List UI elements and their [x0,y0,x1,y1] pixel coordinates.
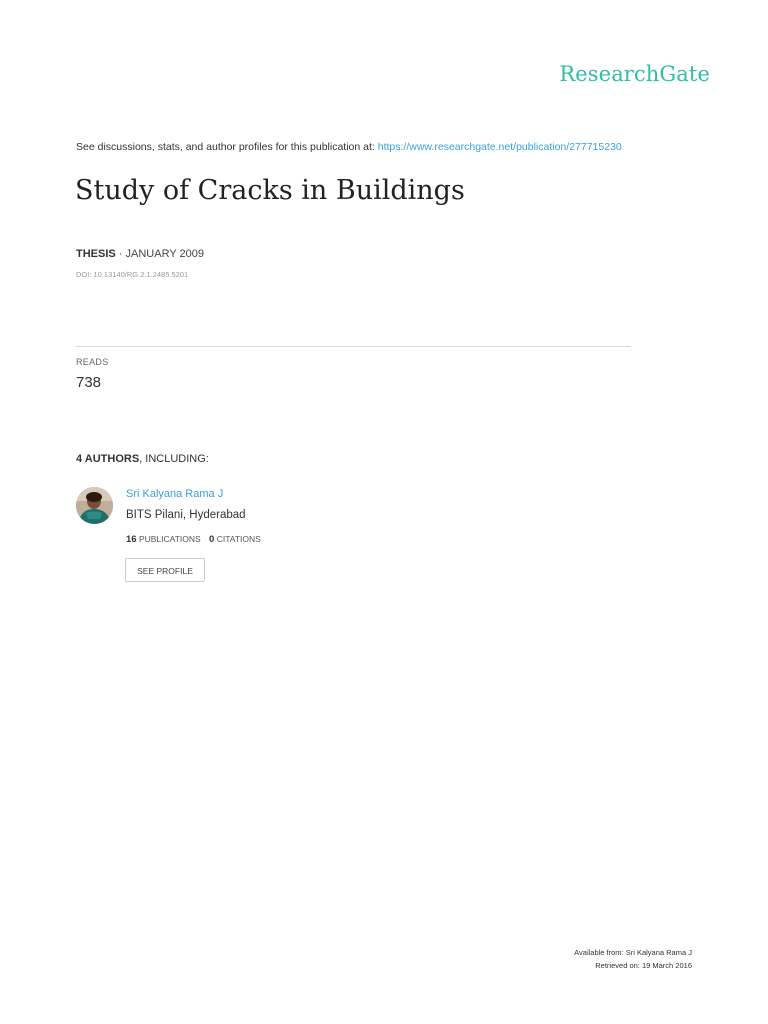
author-name-link[interactable]: Sri Kalyana Rama J [126,488,224,500]
authors-count: 4 AUTHORS [76,453,140,465]
avatar-photo-icon [76,487,113,524]
citations-count: 0 [209,534,215,545]
retrieved-on: Retrieved on: 19 March 2016 [595,961,692,970]
citations-label: CITATIONS [216,534,261,544]
author-institution: BITS Pilani, Hyderabad [126,509,246,521]
available-from: Available from: Sri Kalyana Rama J [574,948,692,957]
publication-type: THESIS [76,248,116,260]
publications-count: 16 [126,534,137,545]
publication-doi: DOI: 10.13140/RG.2.1.2485.5201 [76,270,189,279]
see-profile-button[interactable]: SEE PROFILE [125,558,205,582]
section-divider [76,346,631,347]
publication-meta [76,248,204,260]
meta-separator: · [115,248,126,260]
publication-link[interactable]: https://www.researchgate.net/publication/277715230 [377,141,622,153]
researchgate-logo[interactable]: ResearchGate [559,62,710,86]
discussion-text: See discussions, stats, and author profiles for this publication at: [76,141,378,153]
publications-label: PUBLICATIONS [138,534,201,544]
publication-date: JANUARY 2009 [125,248,204,260]
discussion-line [76,141,622,153]
authors-heading [76,453,209,465]
author-avatar[interactable] [76,487,113,524]
reads-label: READS [76,357,109,367]
authors-suffix: , INCLUDING: [139,453,209,465]
reads-count: 738 [76,374,102,391]
publication-title: Study of Cracks in Buildings [75,175,465,206]
footer-info [574,946,692,972]
author-stats [126,534,261,545]
